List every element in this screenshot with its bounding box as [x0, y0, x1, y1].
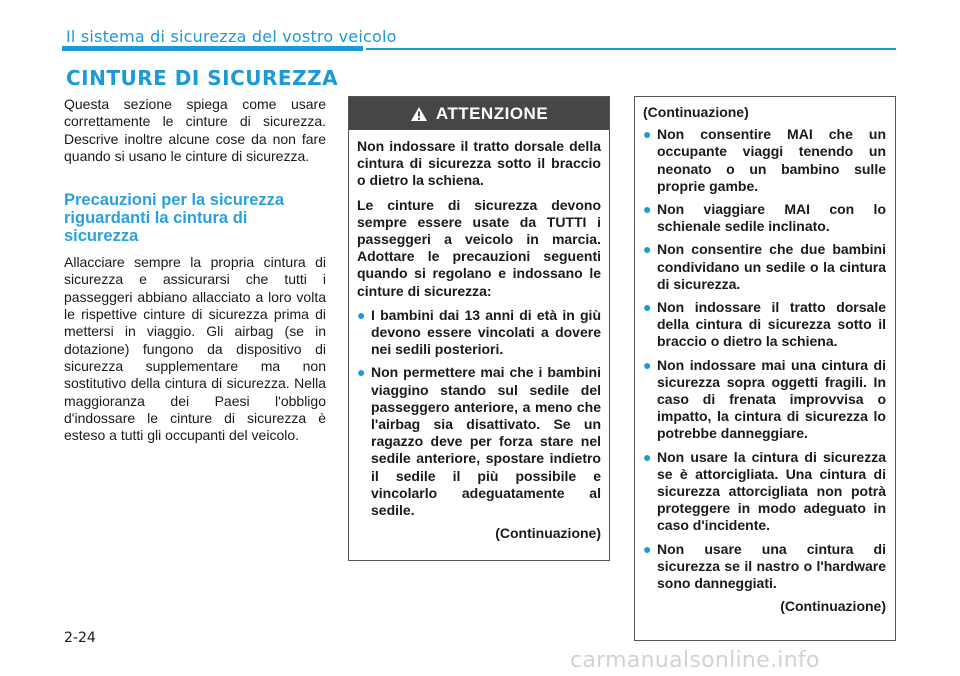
list-item: [643, 201, 886, 235]
bullet-icon: ●: [643, 299, 652, 316]
header-rule-thin: [366, 48, 896, 50]
bullet-icon: ●: [357, 306, 366, 323]
continued-label: (Continuazione): [495, 525, 601, 542]
list-item-text: Non permettere mai che i bambini viaggino stando sul sedile del passeggero anteriore, a meno che l'airbag sia disattivato. Se un ragazzo deve per forza stare nel sedile anteriore, spostare indietro il sedile il più possibile e vincolarlo adeguatamente al sedile.: [371, 364, 601, 519]
warning-paragraph: Le cinture di sicurezza devono sempre essere usate da TUTTI i passeggeri a veicolo in marcia. Adottare le precauzioni seguenti quando si regolano e indossano le cinture di sicurezza:: [357, 196, 601, 299]
continuation-box: [634, 96, 896, 641]
warning-box: [348, 96, 610, 561]
list-item-text: Non indossare mai una cintura di sicurezza sopra oggetti fragili. In caso di frenata improvvisa o impatto, la cintura di sicurezza lo potrebbe danneggiare.: [657, 356, 886, 442]
list-item-text: Non consentire MAI che un occupante viaggi tenendo un neonato o un bambino sulle proprie gambe.: [657, 126, 886, 194]
warning-paragraph: Non indossare il tratto dorsale della cintura di sicurezza sotto il braccio o dietro la schiena.: [357, 138, 601, 189]
bullet-icon: ●: [643, 540, 652, 557]
continued-label: (Continuazione): [780, 598, 886, 615]
list-item-text: Non usare la cintura di sicurezza se è attorcigliata. Una cintura di sicurezza attorcigliata non potrà proteggere in modo adeguato in caso d'incidente.: [657, 448, 886, 534]
list-item-text: Non viaggiare MAI con lo schienale sedile inclinato.: [657, 201, 886, 235]
intro-paragraph: Questa sezione spiega come usare correttamente le cinture di sicurezza. Descrive inoltre alcune cose da non fare quando si usano le cinture di sicurezza.: [64, 96, 326, 164]
header-rule-thick: [62, 46, 363, 51]
list-item-text: Non consentire che due bambini condividano un sedile o la cintura di sicurezza.: [657, 241, 886, 292]
list-item-text: I bambini dai 13 anni di età in giù devono essere vincolati a dovere nei sedili posteriori.: [371, 306, 601, 358]
continuation-bullet-list: [643, 126, 886, 592]
warning-bullet-list: [357, 307, 601, 519]
list-item: [643, 299, 886, 351]
body-paragraph: Allacciare sempre la propria cintura di sicurezza e assicurarsi che tutti i passeggeri abbiano allacciato a loro volta le rispettive cinture di sicurezza prima di mettersi in viaggio. Gli airbag (se in dotazione) fungono da dispositivo di sicurezza supplementare ma non sostitutivo della cintura di sicurezza. Nella maggioranza dei Paesi l'obbligo d'indossare le cinture di sicurezza è esteso a tutti gli occupanti del veicolo.: [64, 254, 326, 444]
page-title: CINTURE DI SICUREZZA: [66, 66, 339, 90]
list-item: [643, 241, 886, 293]
warning-label: ATTENZIONE: [435, 103, 549, 123]
list-item-text: Non usare una cintura di sicurezza se il nastro o l'hardware sono danneggiati.: [657, 540, 886, 592]
list-item: [643, 541, 886, 593]
bullet-icon: ●: [643, 448, 652, 465]
section-header: Il sistema di sicurezza del vostro veicolo: [66, 27, 397, 46]
bullet-icon: ●: [643, 126, 652, 143]
bullet-icon: ●: [643, 241, 652, 258]
bullet-icon: ●: [643, 356, 652, 373]
list-item-text: Non indossare il tratto dorsale della cintura di sicurezza sotto il braccio o dietro la schiena.: [657, 299, 886, 350]
watermark: carmanualsonline.info: [570, 648, 820, 673]
warning-body: [349, 130, 609, 542]
bullet-icon: ●: [357, 364, 366, 381]
subheading: Precauzioni per la sicurezza riguardanti la cintura di sicurezza: [64, 191, 285, 246]
warning-header: [349, 97, 609, 130]
list-item: [357, 307, 601, 359]
list-item: [357, 364, 601, 519]
page-number: 2-24: [64, 630, 96, 646]
list-item: [643, 126, 886, 195]
bullet-icon: ●: [643, 201, 652, 218]
continuation-heading: (Continuazione): [643, 104, 749, 120]
warning-triangle-icon: [410, 106, 428, 122]
list-item: [643, 449, 886, 535]
left-column: [64, 96, 326, 444]
list-item: [643, 357, 886, 443]
